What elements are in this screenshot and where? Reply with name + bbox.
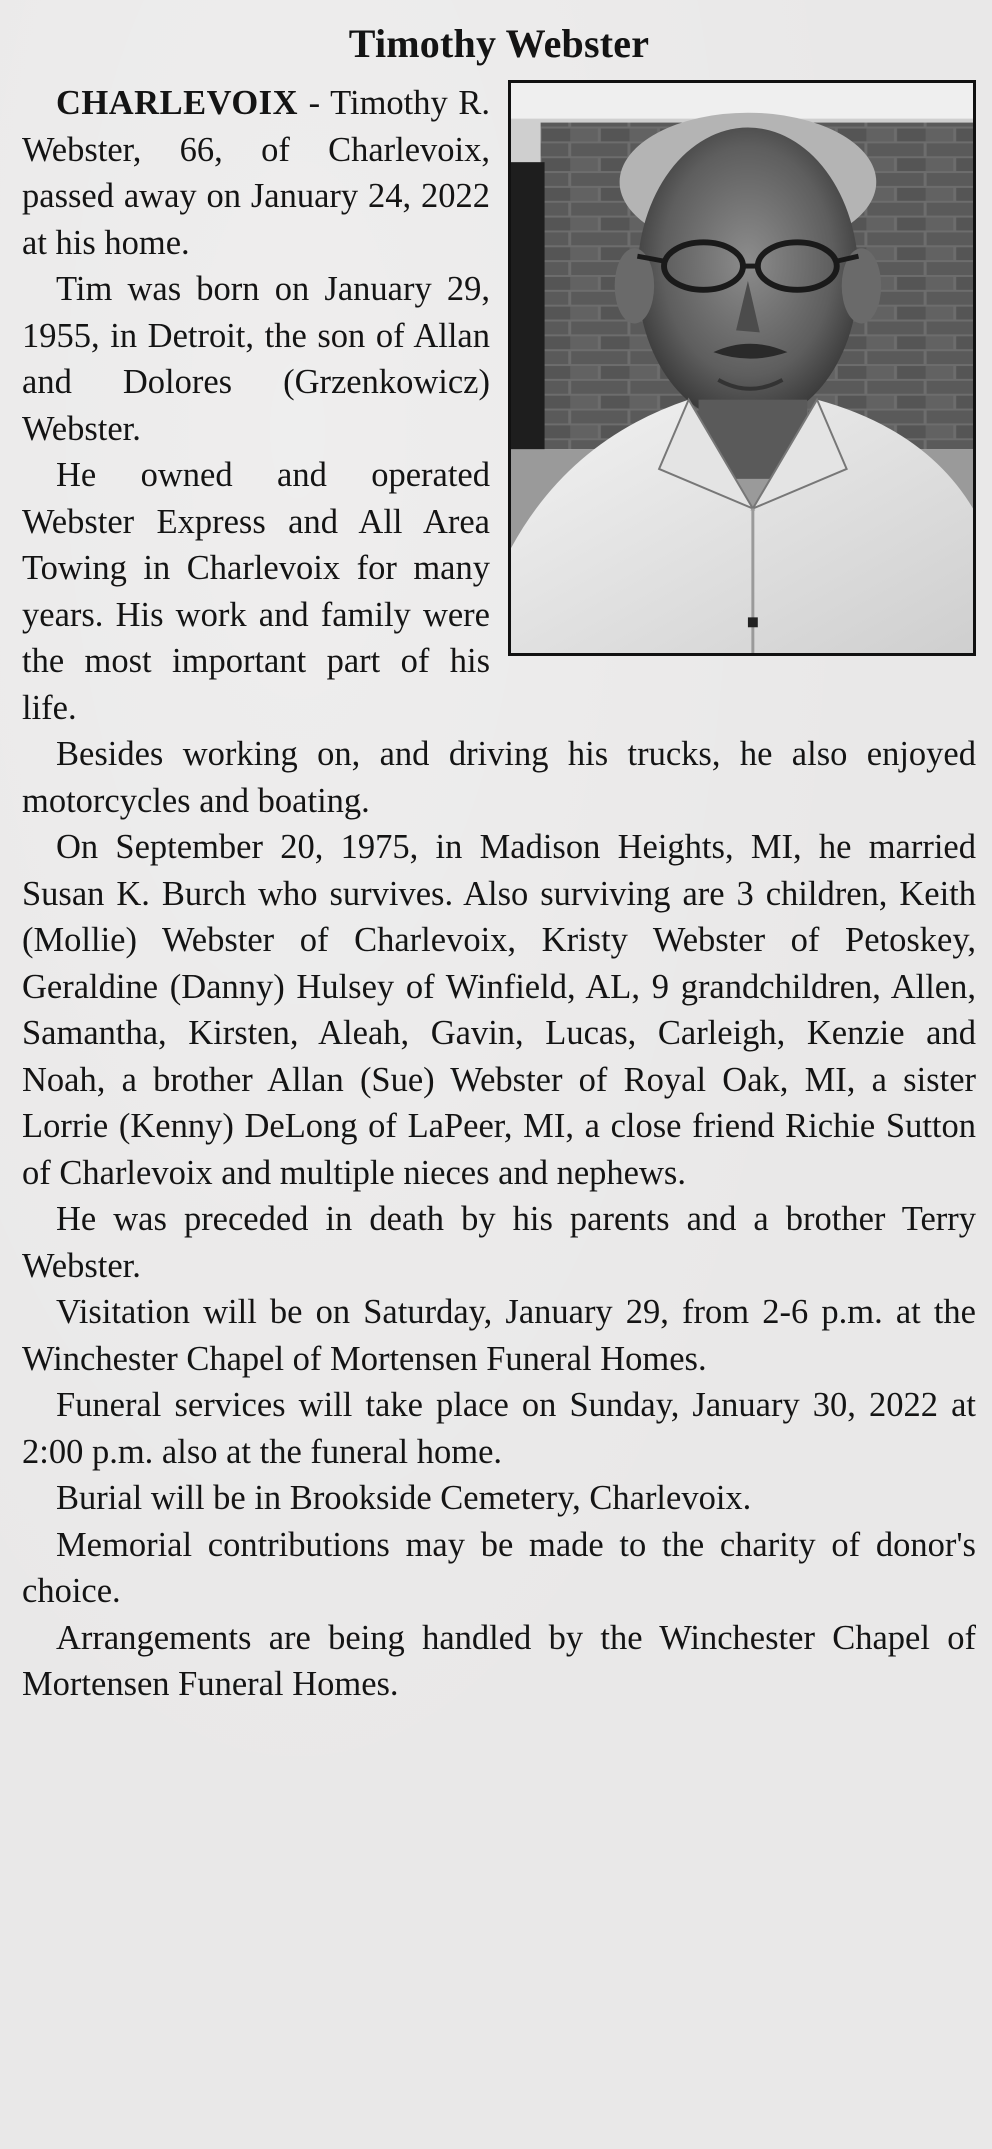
obituary-paragraph: On September 20, 1975, in Madison Heights, MI, he married Susan K. Burch who survives. Also surviving are 3 children, Keith (Mollie) Webster of Charlevoix, Kristy Webster of Petoskey, Geraldine (Danny) Hulsey of Winfield, AL, 9 grandchildren, Allen, Samantha, Kirsten, Aleah, Gavin, Lucas, Carleigh, Kenzie and Noah, a brother Allan (Sue) Webster of Royal Oak, MI, a sister Lorrie (Kenny) DeLong of LaPeer, MI, a close friend Richie Sutton of Charlevoix and multiple nieces and nephews.	[22, 828, 976, 1192]
dateline-separator: -	[298, 84, 331, 122]
obituary-paragraph: He was preceded in death by his parents and a brother Terry Webster.	[22, 1200, 976, 1285]
obituary-paragraph: Burial will be in Brookside Cemetery, Charlevoix.	[56, 1479, 752, 1517]
portrait-photo	[508, 80, 976, 656]
obituary-headline: Timothy Webster	[348, 21, 650, 66]
obituary-paragraph: Tim was born on January 29, 1955, in Detroit, the son of Allan and Dolores (Grzenkowicz) Webster.	[22, 270, 490, 448]
paragraph-text: Timothy R. Webster, 66, of Charlevoix, passed away on January 24, 2022 at his home.	[22, 84, 490, 262]
obituary-paragraph: He owned and operated Webster Express and All Area Towing in Charlevoix for many years. His work and family were the most important part of his life.	[22, 456, 490, 727]
obituary-paragraph: Besides working on, and driving his trucks, he also enjoyed motorcycles and boating.	[22, 735, 976, 820]
obituary-paragraph: Arrangements are being handled by the Winchester Chapel of Mortensen Funeral Homes.	[22, 1618, 976, 1703]
obituary-paragraph: Funeral services will take place on Sunday, January 30, 2022 at 2:00 p.m. also at the funeral home.	[22, 1386, 976, 1471]
obituary-paragraph: Visitation will be on Saturday, January 29, from 2-6 p.m. at the Winchester Chapel of Mortensen Funeral Homes.	[22, 1293, 976, 1378]
obituary-paragraph: Memorial contributions may be made to the charity of donor's choice.	[22, 1525, 976, 1610]
dateline: CHARLEVOIX	[56, 84, 299, 122]
